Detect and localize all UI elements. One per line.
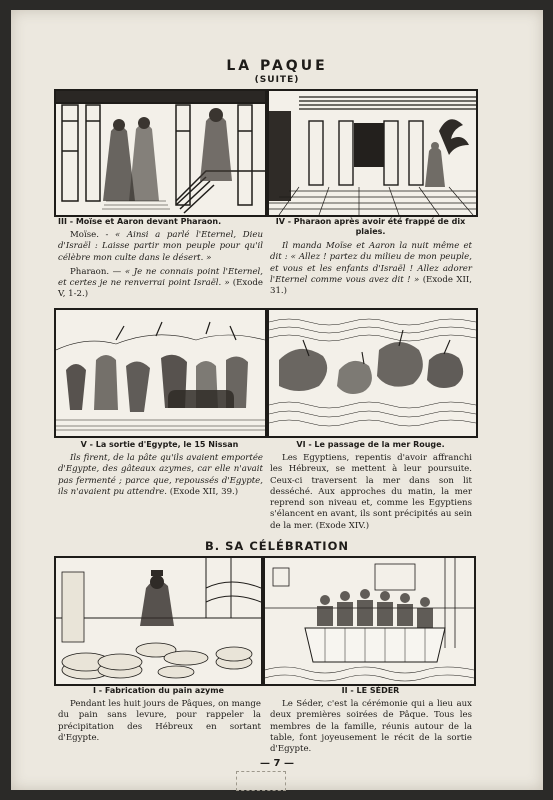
caption-section-4: IV - Pharaon après avoir été frappé de dix plaies. <box>275 217 466 236</box>
illustration-moses-aaron-pharaoh <box>54 89 267 217</box>
illustration-pharaoh-plagues <box>267 89 478 217</box>
quote-moses: « Ainsi a parlé l'Eternel, Dieu d'Israël : Laisse partir mon peuple pour qu'il célèbre mon culte dans le désert. » <box>58 230 263 263</box>
text-section-6 <box>270 453 472 535</box>
exodus-crowd-drawing <box>56 310 265 436</box>
illustration-red-sea <box>267 308 478 438</box>
paragraph-section-4 <box>270 241 472 297</box>
text-matzah <box>58 699 261 747</box>
palace-scene-drawing <box>56 91 265 215</box>
paragraph-pharaoh <box>58 267 263 301</box>
paragraph-matzah: Pendant les huit jours de Pâques, on mange du pain sans levure, pour rappeler la précipitation des Hébreux en sortant d'Egypte. <box>58 699 261 743</box>
paragraph-moses <box>58 230 263 264</box>
illustration-exodus <box>54 308 267 438</box>
library-stamp <box>236 771 286 791</box>
bakery-drawing <box>56 558 261 684</box>
page <box>11 10 543 790</box>
speaker-moses: Moïse. - <box>70 230 116 240</box>
paragraph-section-6: Les Egyptiens, repentis d'avoir affranchi les Hébreux, se mettent à leur poursuite. Ceux-ci traversent la mer dans son lit desséché. Aux approches du matin, la mer reprend son niveau et, comme les Egyptiens s'élancent en avant, ils sont précipités au sein de la mer. (Exode XIV.) <box>270 453 472 531</box>
quote-pharaoh: « Je ne connais point l'Eternel, et certes je ne renverrai point Israël. » <box>58 266 264 289</box>
temple-scene-drawing <box>269 91 476 215</box>
caption-matzah: I - Fabrication du pain azyme <box>93 686 224 695</box>
text-seder <box>270 699 472 758</box>
illustration-seder-table <box>263 556 476 686</box>
text-section-4 <box>270 241 472 300</box>
reference-exode-12-31: (Exode XII, 31.) <box>270 274 472 297</box>
reference-exode-12-39: (Exode XII, 39.) <box>167 486 239 497</box>
page-subtitle: (SUITE) <box>254 75 300 85</box>
caption-section-5: V - La sortie d'Egypte, le 15 Nissan <box>80 440 239 449</box>
caption-section-3: III - Moïse et Aaron devant Pharaon. <box>58 217 222 226</box>
caption-section-6: VI - Le passage de la mer Rouge. <box>296 440 445 449</box>
page-title: LA PAQUE <box>226 58 328 74</box>
quote-section-4: Il manda Moïse et Aaron la nuit même et dit : « Allez ! partez du milieu de mon peuple, et vous et les enfants d'Israël ! Allez adorer l'Eternel comme vous avez dit ! » <box>270 241 472 285</box>
section-heading-celebration: B. SA CÉLÉBRATION <box>205 539 349 553</box>
page-number: — 7 — <box>260 758 294 769</box>
seder-drawing <box>265 558 474 684</box>
text-section-5 <box>58 453 263 501</box>
text-section-3 <box>58 230 263 304</box>
caption-seder: II - LE SÉDER <box>341 686 400 695</box>
speaker-pharaoh: Pharaon. — <box>70 266 125 277</box>
illustration-matzah-baking <box>54 556 263 686</box>
paragraph-section-5 <box>58 453 263 498</box>
paragraph-seder: Le Séder, c'est la cérémonie qui a lieu aux deux premières soirées de Pâque. Tous les membres de la famille, réunis autour de la table, font joyeusement le récit de la sortie d'Egypte. <box>270 699 472 755</box>
quote-section-5: Ils firent, de la pâte qu'ils avaient emportée d'Egypte, des gâteaux azymes, car elle n'avait pas fermenté ; parce que, repoussés d'Egypte, ils n'avaient pu attendre. <box>58 453 263 497</box>
reference-exode-5: (Exode V, 1-2.) <box>58 278 263 300</box>
red-sea-drawing <box>269 310 476 436</box>
